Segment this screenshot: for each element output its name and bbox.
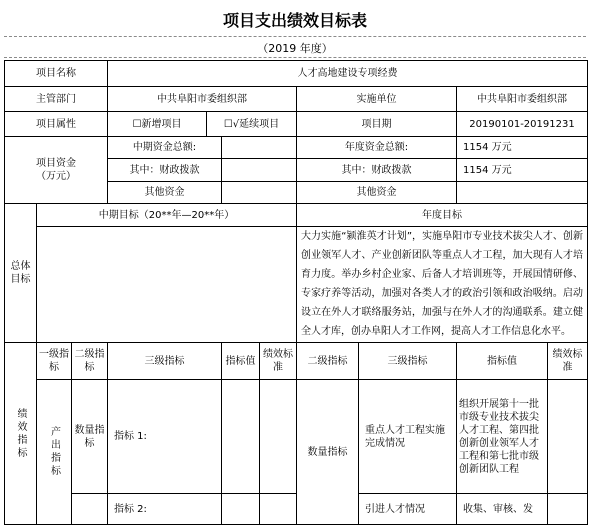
quantity-indicator-left-2 bbox=[71, 493, 108, 525]
year-goal-text: 大力实施“颍淮英才计划”，实施阜阳市专业技术拔尖人才、创新创业领军人才、产业创新团队等重点人才工程，加大现有人才培育力度。举办乡村企业家、后备人才培训班等，开展国情研修、专家疗养等活动，加强对各类人才的政治引领和政治吸纳。启动设立在外人才联络服务站，加强与在外人才的沟通联系。建立健全人才库，创办阜阳人才工作网，提高人才工作信息化水平。 bbox=[296, 226, 588, 343]
attr-new-checkbox[interactable]: ☐新增项目 bbox=[107, 111, 207, 137]
fiscal-right-label: 其中：财政拨款 bbox=[296, 158, 457, 182]
quantity-indicator-right: 数量指标 bbox=[296, 379, 359, 525]
mid-goal-text bbox=[36, 226, 297, 343]
year-goal-header: 年度目标 bbox=[296, 203, 588, 227]
perf-header-level3-right: 三级指标 bbox=[358, 342, 457, 380]
unit-value: 中共阜阳市委组织部 bbox=[456, 86, 588, 112]
right-indicator-1-standard bbox=[547, 379, 588, 494]
perf-header-level2-right: 二级指标 bbox=[296, 342, 359, 380]
attr-continue-checkbox[interactable]: ☐√延续项目 bbox=[206, 111, 297, 137]
project-name-value: 人才高地建设专项经费 bbox=[107, 60, 588, 87]
page-title: 项目支出绩效目标表 bbox=[222, 11, 367, 30]
perf-label: 绩效指标 bbox=[4, 342, 37, 525]
indicator-1: 指标 1: bbox=[107, 379, 222, 494]
fiscal-right-value: 1154 万元 bbox=[456, 158, 588, 182]
divider bbox=[4, 36, 586, 37]
right-indicator-2-standard bbox=[547, 493, 588, 525]
indicator-2-standard bbox=[259, 493, 297, 525]
year-total-label: 年度资金总额: bbox=[296, 136, 457, 159]
perf-header-value: 指标值 bbox=[221, 342, 260, 380]
right-indicator-1: 重点人才工程实施完成情况 bbox=[358, 379, 457, 494]
mid-goal-header: 中期目标（20**年—20**年） bbox=[36, 203, 297, 227]
divider bbox=[4, 57, 586, 58]
perf-header-level2: 二级指标 bbox=[71, 342, 108, 380]
output-indicator: 产出指标 bbox=[36, 379, 72, 525]
year-label: （2019 年度） bbox=[257, 42, 333, 55]
year-total-value: 1154 万元 bbox=[456, 136, 588, 159]
right-indicator-2-value: 收集、审核、发 bbox=[456, 493, 548, 525]
perf-header-level3: 三级指标 bbox=[107, 342, 222, 380]
period-label: 项目期 bbox=[296, 111, 457, 137]
perf-header-value-right: 指标值 bbox=[456, 342, 548, 380]
other-right-label: 其他资金 bbox=[296, 181, 457, 204]
mid-total-label: 中期资金总额: bbox=[107, 136, 222, 159]
other-left-label: 其他资金 bbox=[107, 181, 222, 204]
fiscal-left-label: 其中：财政拨款 bbox=[107, 158, 222, 182]
mid-total-value bbox=[221, 136, 297, 159]
other-right-value bbox=[456, 181, 588, 204]
indicator-2: 指标 2: bbox=[107, 493, 222, 525]
indicator-1-standard bbox=[259, 379, 297, 494]
perf-header-level1: 一级指标 bbox=[36, 342, 72, 380]
indicator-1-value bbox=[221, 379, 260, 494]
project-name-label: 项目名称 bbox=[4, 60, 108, 87]
period-value: 20190101-20191231 bbox=[456, 111, 588, 137]
funds-label: 项目资金 （万元） bbox=[4, 136, 108, 204]
quantity-indicator-left: 数量指标 bbox=[71, 379, 108, 494]
other-left-value bbox=[221, 181, 297, 204]
unit-label: 实施单位 bbox=[296, 86, 457, 112]
right-indicator-2: 引进人才情况 bbox=[358, 493, 457, 525]
fiscal-left-value bbox=[221, 158, 297, 182]
attr-label: 项目属性 bbox=[4, 111, 108, 137]
dept-value: 中共阜阳市委组织部 bbox=[107, 86, 297, 112]
perf-header-standard: 绩效标准 bbox=[259, 342, 297, 380]
indicator-2-value bbox=[221, 493, 260, 525]
dept-label: 主管部门 bbox=[4, 86, 108, 112]
overall-goal-label: 总体 目标 bbox=[4, 203, 37, 343]
perf-header-standard-right: 绩效标准 bbox=[547, 342, 588, 380]
right-indicator-1-value: 组织开展第十一批市级专业技术拔尖人才工程、第四批创新创业领军人才工程和第七批市级创新团队工程 bbox=[456, 379, 548, 494]
